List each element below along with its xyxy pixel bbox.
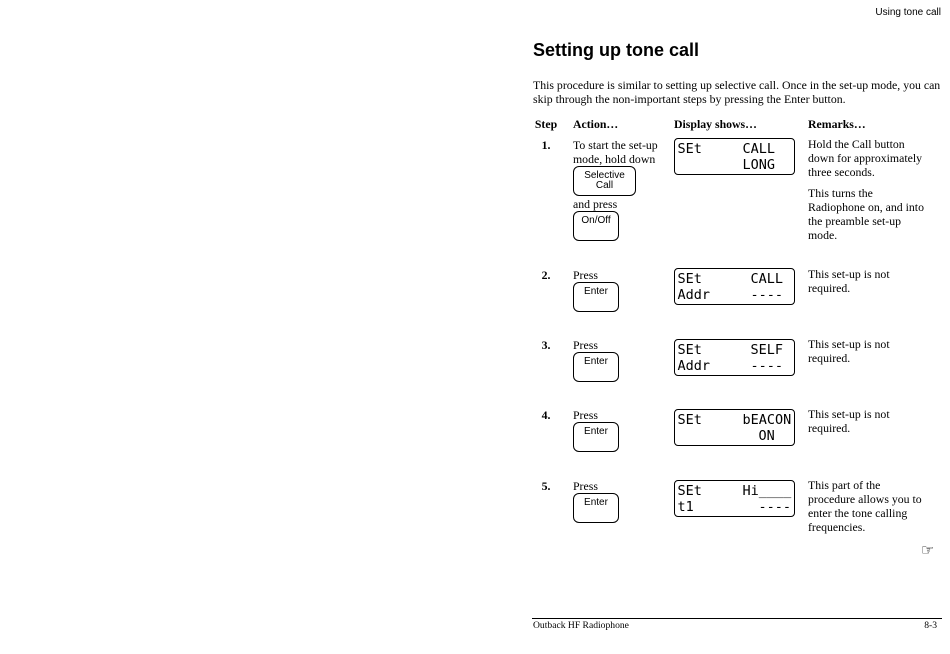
display-text: CALL — [750, 270, 784, 287]
display-text: t1 — [677, 498, 694, 515]
display-line-2 — [678, 157, 792, 173]
table-row — [0, 408, 950, 468]
display-line-2 — [678, 287, 792, 303]
column-header-remarks: Remarks… — [808, 117, 866, 131]
remark-paragraph: This set-up is not required. — [808, 407, 890, 435]
display-text: ---- — [758, 498, 792, 515]
action-text: Press — [573, 268, 598, 282]
action-text: Press — [573, 479, 598, 493]
display-text: ---- — [750, 357, 784, 374]
column-header-display: Display shows… — [674, 117, 757, 131]
display-text: ON — [758, 427, 775, 444]
enter-button-illustration: Enter — [573, 282, 619, 312]
table-row — [0, 268, 950, 328]
remark-paragraph: This set-up is not required. — [808, 337, 890, 365]
table-row — [0, 338, 950, 398]
display-text: Addr — [677, 357, 711, 374]
step-number: 1. — [541, 138, 551, 152]
display-text: LONG — [742, 156, 776, 173]
footer-manual-title: Outback HF Radiophone — [533, 620, 629, 631]
page-title: Setting up tone call — [533, 40, 700, 60]
enter-button-illustration: Enter — [573, 352, 619, 382]
display-text: ---- — [750, 286, 784, 303]
step-remarks — [808, 267, 928, 295]
display-line-1 — [678, 342, 792, 358]
remark-paragraph: This turns the Radiophone on, and into the preamble set-up mode. — [808, 186, 924, 242]
on-off-button-illustration: On/Off — [573, 211, 619, 241]
selective-call-button-illustration: Selective Call — [573, 166, 636, 196]
display-line-1 — [678, 483, 792, 499]
display-text: Hi____ — [742, 482, 792, 499]
display-line-2 — [678, 499, 792, 515]
display-text: SEt — [677, 341, 702, 358]
column-header-step: Step — [534, 117, 558, 131]
pointing-hand-icon — [921, 542, 934, 558]
action-text: and press — [573, 197, 618, 211]
action-text: To start the set-up mode, hold down — [573, 138, 658, 166]
display-readout — [674, 268, 795, 305]
enter-button-illustration: Enter — [573, 493, 619, 523]
step-action — [573, 338, 668, 382]
step-remarks — [808, 407, 928, 435]
step-action — [573, 408, 668, 452]
step-number: 4. — [541, 408, 551, 422]
step-number: 2. — [541, 268, 551, 282]
display-text: Addr — [677, 286, 711, 303]
step-action — [573, 268, 668, 312]
step-action — [573, 138, 668, 241]
display-line-1 — [678, 412, 792, 428]
display-line-2 — [678, 358, 792, 374]
intro-paragraph: This procedure is similar to setting up selective call. Once in the set-up mode, you can skip through the non-important steps by pressing the Enter button. — [533, 78, 941, 106]
display-line-1 — [678, 141, 792, 157]
step-number: 5. — [541, 479, 551, 493]
step-number: 3. — [541, 338, 551, 352]
footer-page-number: 8-3 — [924, 620, 937, 631]
remark-paragraph: Hold the Call button down for approximately three seconds. — [808, 137, 923, 179]
display-readout — [674, 409, 795, 446]
display-readout — [674, 138, 795, 175]
running-header: Using tone call — [875, 7, 941, 18]
display-text: SEt — [677, 482, 702, 499]
table-header — [0, 117, 950, 131]
step-action — [573, 479, 668, 523]
footer-divider — [532, 618, 942, 619]
display-line-2 — [678, 428, 792, 444]
table-row — [0, 137, 950, 242]
step-remarks — [808, 137, 928, 242]
remark-paragraph: This part of the procedure allows you to enter the tone calling frequencies. — [808, 478, 922, 534]
display-text: SELF — [750, 341, 784, 358]
step-remarks — [808, 337, 928, 365]
display-text: SEt — [677, 411, 702, 428]
display-text: CALL — [742, 140, 776, 157]
display-readout — [674, 339, 795, 376]
display-text: bEACON — [742, 411, 792, 428]
action-text: Press — [573, 408, 598, 422]
display-readout — [674, 480, 795, 517]
step-remarks — [808, 478, 928, 534]
column-header-action: Action… — [573, 117, 619, 131]
table-row — [0, 479, 950, 539]
display-text: SEt — [677, 270, 702, 287]
remark-paragraph: This set-up is not required. — [808, 267, 890, 295]
display-text: SEt — [677, 140, 702, 157]
display-line-1 — [678, 271, 792, 287]
action-text: Press — [573, 338, 598, 352]
enter-button-illustration: Enter — [573, 422, 619, 452]
